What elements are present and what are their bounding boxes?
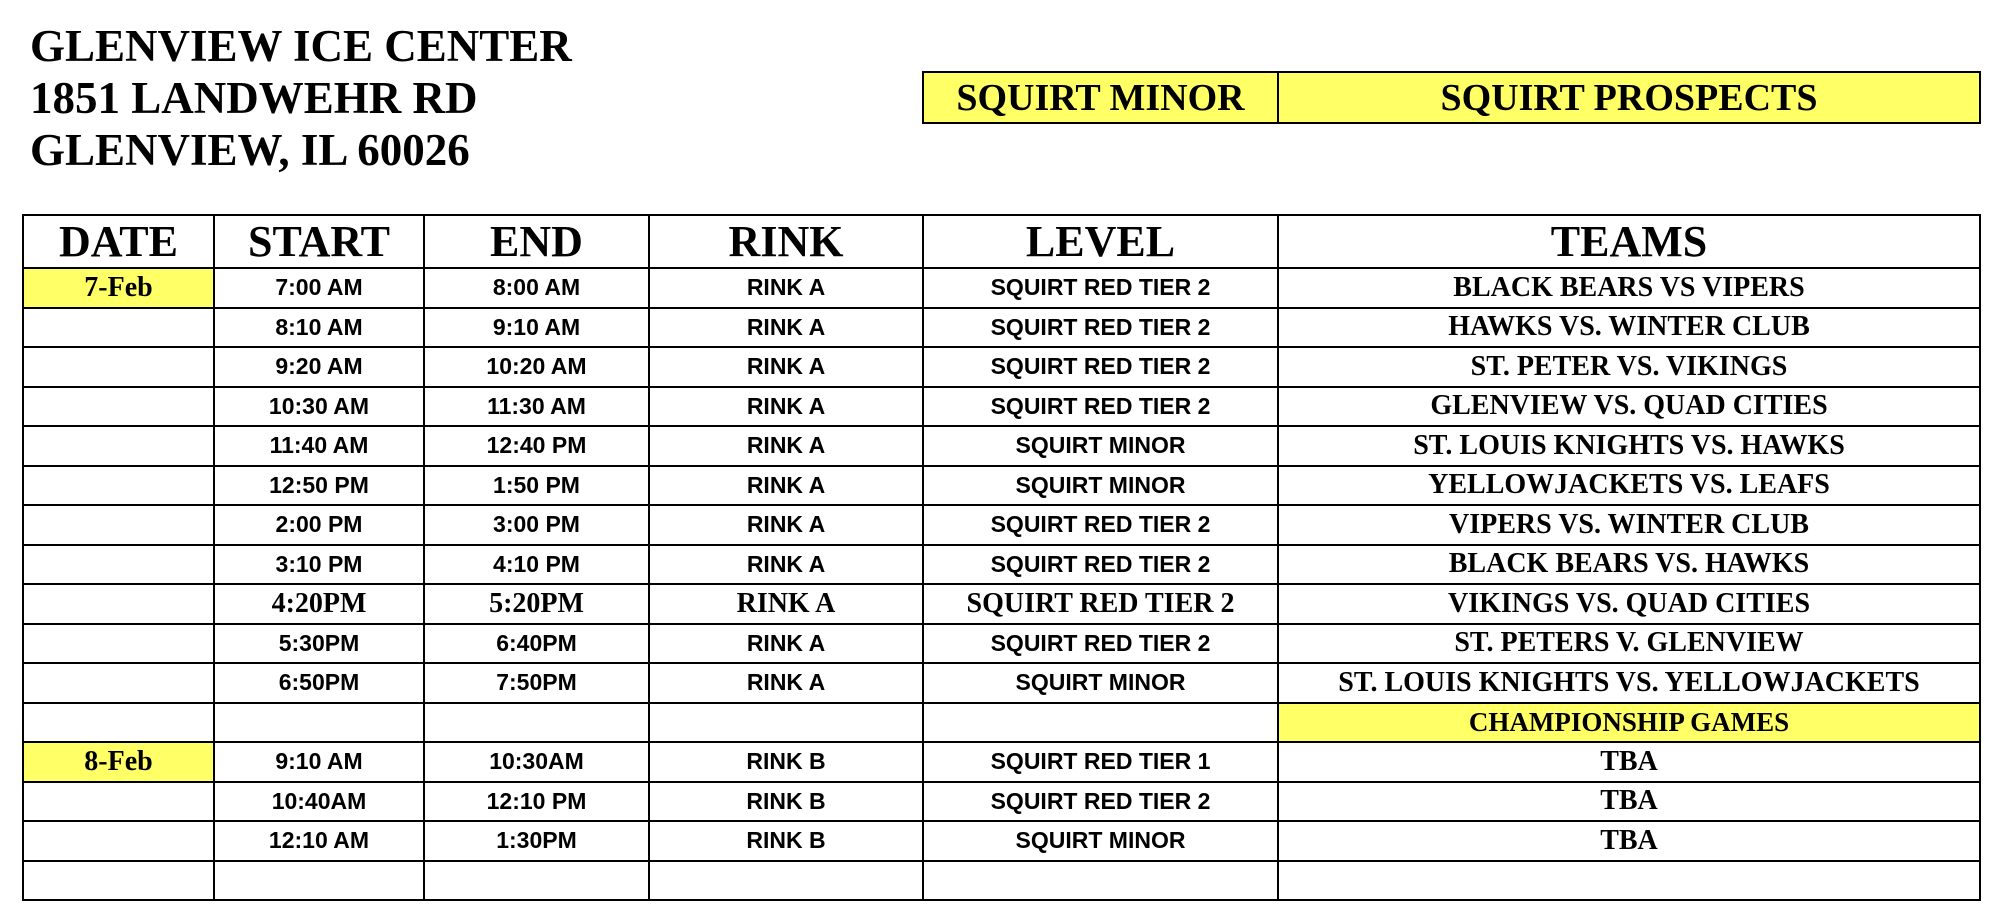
header-row xyxy=(23,215,1980,268)
date-cell xyxy=(23,584,214,624)
teams-cell: ST. PETER VS. VIKINGS xyxy=(1278,347,1980,387)
rink-cell: RINK A xyxy=(649,505,923,545)
level-cell: SQUIRT RED TIER 2 xyxy=(923,387,1278,427)
teams-cell: HAWKS VS. WINTER CLUB xyxy=(1278,308,1980,348)
header-date: DATE xyxy=(23,215,214,268)
header-teams: TEAMS xyxy=(1278,215,1980,268)
date-cell xyxy=(23,466,214,506)
rink-cell: RINK A xyxy=(649,268,923,308)
table-row xyxy=(23,821,1980,861)
level-cell xyxy=(923,703,1278,743)
rink-cell: RINK B xyxy=(649,782,923,822)
venue-city: GLENVIEW, IL 60026 xyxy=(30,125,470,175)
rink-cell xyxy=(649,861,923,901)
table-row xyxy=(23,347,1980,387)
table-row xyxy=(23,782,1980,822)
start-cell: 5:30PM xyxy=(214,624,424,664)
start-cell: 8:10 AM xyxy=(214,308,424,348)
end-cell: 12:10 PM xyxy=(424,782,649,822)
table-row xyxy=(23,584,1980,624)
start-cell: 11:40 AM xyxy=(214,426,424,466)
teams-cell: TBA xyxy=(1278,742,1980,782)
rink-cell: RINK A xyxy=(649,387,923,427)
teams-cell: GLENVIEW VS. QUAD CITIES xyxy=(1278,387,1980,427)
end-cell: 3:00 PM xyxy=(424,505,649,545)
rink-cell: RINK A xyxy=(649,545,923,585)
start-cell: 3:10 PM xyxy=(214,545,424,585)
end-cell xyxy=(424,703,649,743)
table-row xyxy=(23,703,1980,743)
level-cell: SQUIRT RED TIER 2 xyxy=(923,347,1278,387)
date-cell xyxy=(23,861,214,901)
level-cell: SQUIRT RED TIER 2 xyxy=(923,545,1278,585)
start-cell: 4:20PM xyxy=(214,584,424,624)
start-cell: 10:30 AM xyxy=(214,387,424,427)
start-cell xyxy=(214,703,424,743)
table-row xyxy=(23,861,1980,901)
end-cell: 12:40 PM xyxy=(424,426,649,466)
championship-games-label: CHAMPIONSHIP GAMES xyxy=(1278,703,1980,743)
level-cell: SQUIRT RED TIER 2 xyxy=(923,268,1278,308)
teams-cell xyxy=(1278,861,1980,901)
table-row xyxy=(23,663,1980,703)
teams-cell: ST. PETERS V. GLENVIEW xyxy=(1278,624,1980,664)
start-cell: 6:50PM xyxy=(214,663,424,703)
venue-street: 1851 LANDWEHR RD xyxy=(30,73,478,123)
table-row xyxy=(23,466,1980,506)
teams-cell: TBA xyxy=(1278,782,1980,822)
end-cell: 8:00 AM xyxy=(424,268,649,308)
teams-cell: YELLOWJACKETS VS. LEAFS xyxy=(1278,466,1980,506)
start-cell: 9:10 AM xyxy=(214,742,424,782)
venue-address xyxy=(30,20,572,176)
rink-cell: RINK A xyxy=(649,663,923,703)
teams-cell: TBA xyxy=(1278,821,1980,861)
start-cell: 2:00 PM xyxy=(214,505,424,545)
teams-cell: BLACK BEARS VS VIPERS xyxy=(1278,268,1980,308)
rink-cell: RINK A xyxy=(649,584,923,624)
end-cell: 5:20PM xyxy=(424,584,649,624)
date-cell: 7-Feb xyxy=(23,268,214,308)
level-cell: SQUIRT MINOR xyxy=(923,663,1278,703)
level-cell xyxy=(923,861,1278,901)
date-cell xyxy=(23,663,214,703)
level-cell: SQUIRT RED TIER 1 xyxy=(923,742,1278,782)
level-cell: SQUIRT MINOR xyxy=(923,426,1278,466)
legend-squirt-prospects: SQUIRT PROSPECTS xyxy=(1278,72,1980,123)
teams-cell: ST. LOUIS KNIGHTS VS. YELLOWJACKETS xyxy=(1278,663,1980,703)
end-cell: 6:40PM xyxy=(424,624,649,664)
date-cell: 8-Feb xyxy=(23,742,214,782)
level-cell: SQUIRT RED TIER 2 xyxy=(923,624,1278,664)
teams-cell: VIKINGS VS. QUAD CITIES xyxy=(1278,584,1980,624)
rink-cell: RINK A xyxy=(649,466,923,506)
table-row xyxy=(23,426,1980,466)
teams-cell: VIPERS VS. WINTER CLUB xyxy=(1278,505,1980,545)
table-row xyxy=(23,624,1980,664)
rink-cell: RINK B xyxy=(649,821,923,861)
date-cell xyxy=(23,347,214,387)
table-row xyxy=(23,545,1980,585)
start-cell: 12:10 AM xyxy=(214,821,424,861)
date-cell xyxy=(23,426,214,466)
date-cell xyxy=(23,624,214,664)
rink-cell: RINK A xyxy=(649,426,923,466)
date-cell xyxy=(23,782,214,822)
table-row xyxy=(23,268,1980,308)
header-rink: RINK xyxy=(649,215,923,268)
start-cell: 9:20 AM xyxy=(214,347,424,387)
level-legend xyxy=(922,71,1981,124)
date-cell xyxy=(23,821,214,861)
date-cell xyxy=(23,387,214,427)
level-cell: SQUIRT MINOR xyxy=(923,821,1278,861)
rink-cell xyxy=(649,703,923,743)
end-cell: 9:10 AM xyxy=(424,308,649,348)
start-cell: 7:00 AM xyxy=(214,268,424,308)
end-cell: 7:50PM xyxy=(424,663,649,703)
level-cell: SQUIRT MINOR xyxy=(923,466,1278,506)
end-cell: 4:10 PM xyxy=(424,545,649,585)
venue-name: GLENVIEW ICE CENTER xyxy=(30,21,572,71)
header-level: LEVEL xyxy=(923,215,1278,268)
header-start: START xyxy=(214,215,424,268)
end-cell: 1:30PM xyxy=(424,821,649,861)
table-row xyxy=(23,742,1980,782)
rink-cell: RINK A xyxy=(649,308,923,348)
legend-squirt-minor: SQUIRT MINOR xyxy=(923,72,1278,123)
level-cell: SQUIRT RED TIER 2 xyxy=(923,308,1278,348)
rink-cell: RINK A xyxy=(649,624,923,664)
rink-cell: RINK A xyxy=(649,347,923,387)
schedule-table xyxy=(22,214,1981,901)
start-cell: 10:40AM xyxy=(214,782,424,822)
end-cell: 11:30 AM xyxy=(424,387,649,427)
end-cell: 10:30AM xyxy=(424,742,649,782)
date-cell xyxy=(23,505,214,545)
date-cell xyxy=(23,703,214,743)
level-cell: SQUIRT RED TIER 2 xyxy=(923,584,1278,624)
table-row xyxy=(23,387,1980,427)
end-cell: 1:50 PM xyxy=(424,466,649,506)
level-cell: SQUIRT RED TIER 2 xyxy=(923,782,1278,822)
teams-cell: ST. LOUIS KNIGHTS VS. HAWKS xyxy=(1278,426,1980,466)
table-row xyxy=(23,308,1980,348)
header-end: END xyxy=(424,215,649,268)
level-cell: SQUIRT RED TIER 2 xyxy=(923,505,1278,545)
table-row xyxy=(23,505,1980,545)
end-cell: 10:20 AM xyxy=(424,347,649,387)
date-cell xyxy=(23,545,214,585)
teams-cell: BLACK BEARS VS. HAWKS xyxy=(1278,545,1980,585)
start-cell: 12:50 PM xyxy=(214,466,424,506)
end-cell xyxy=(424,861,649,901)
rink-cell: RINK B xyxy=(649,742,923,782)
date-cell xyxy=(23,308,214,348)
start-cell xyxy=(214,861,424,901)
